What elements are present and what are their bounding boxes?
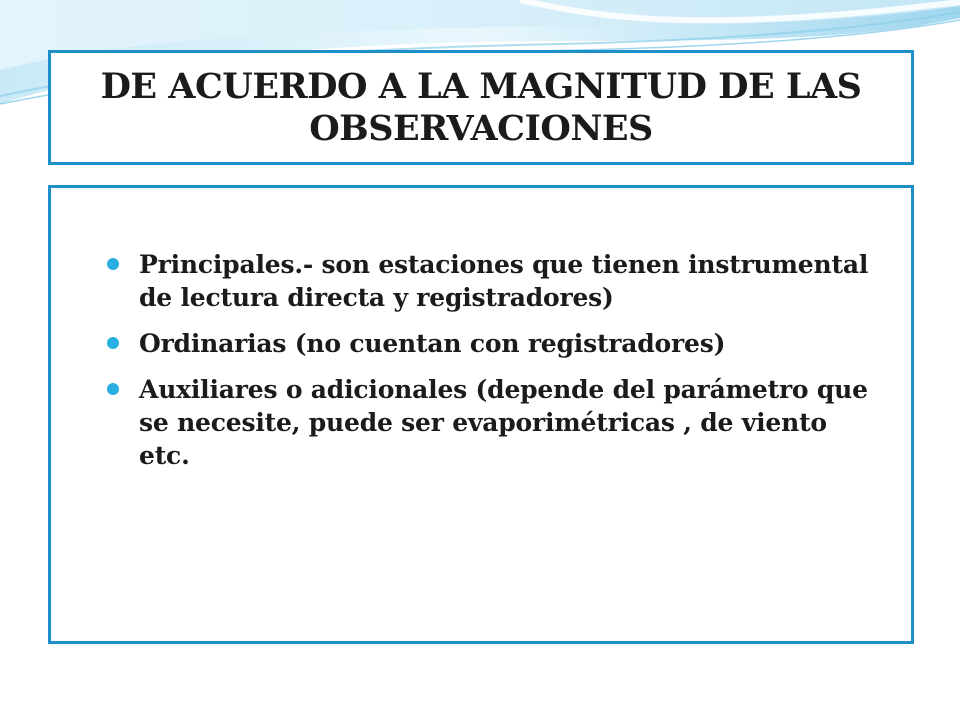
- slide-title: DE ACUERDO A LA MAGNITUD DE LAS OBSERVACIONES: [100, 65, 862, 149]
- circle-bullet-icon: [107, 383, 119, 395]
- bullet-text: Auxiliares o adicionales (depende del parámetro que se necesite, puede ser evaporimétricas , de viento etc.: [139, 375, 868, 470]
- bullet-item-auxiliares: [91, 373, 881, 472]
- content-box: [48, 185, 914, 644]
- bullet-text: Ordinarias (no cuentan con registradores): [139, 329, 726, 358]
- bullet-text: Principales.- son estaciones que tienen instrumental de lectura directa y registradores): [139, 250, 869, 312]
- bullet-item-principales: [91, 248, 881, 314]
- circle-bullet-icon: [107, 258, 119, 270]
- bullet-list: [51, 188, 911, 472]
- bullet-item-ordinarias: [91, 327, 881, 360]
- circle-bullet-icon: [107, 337, 119, 349]
- title-box: [48, 50, 914, 165]
